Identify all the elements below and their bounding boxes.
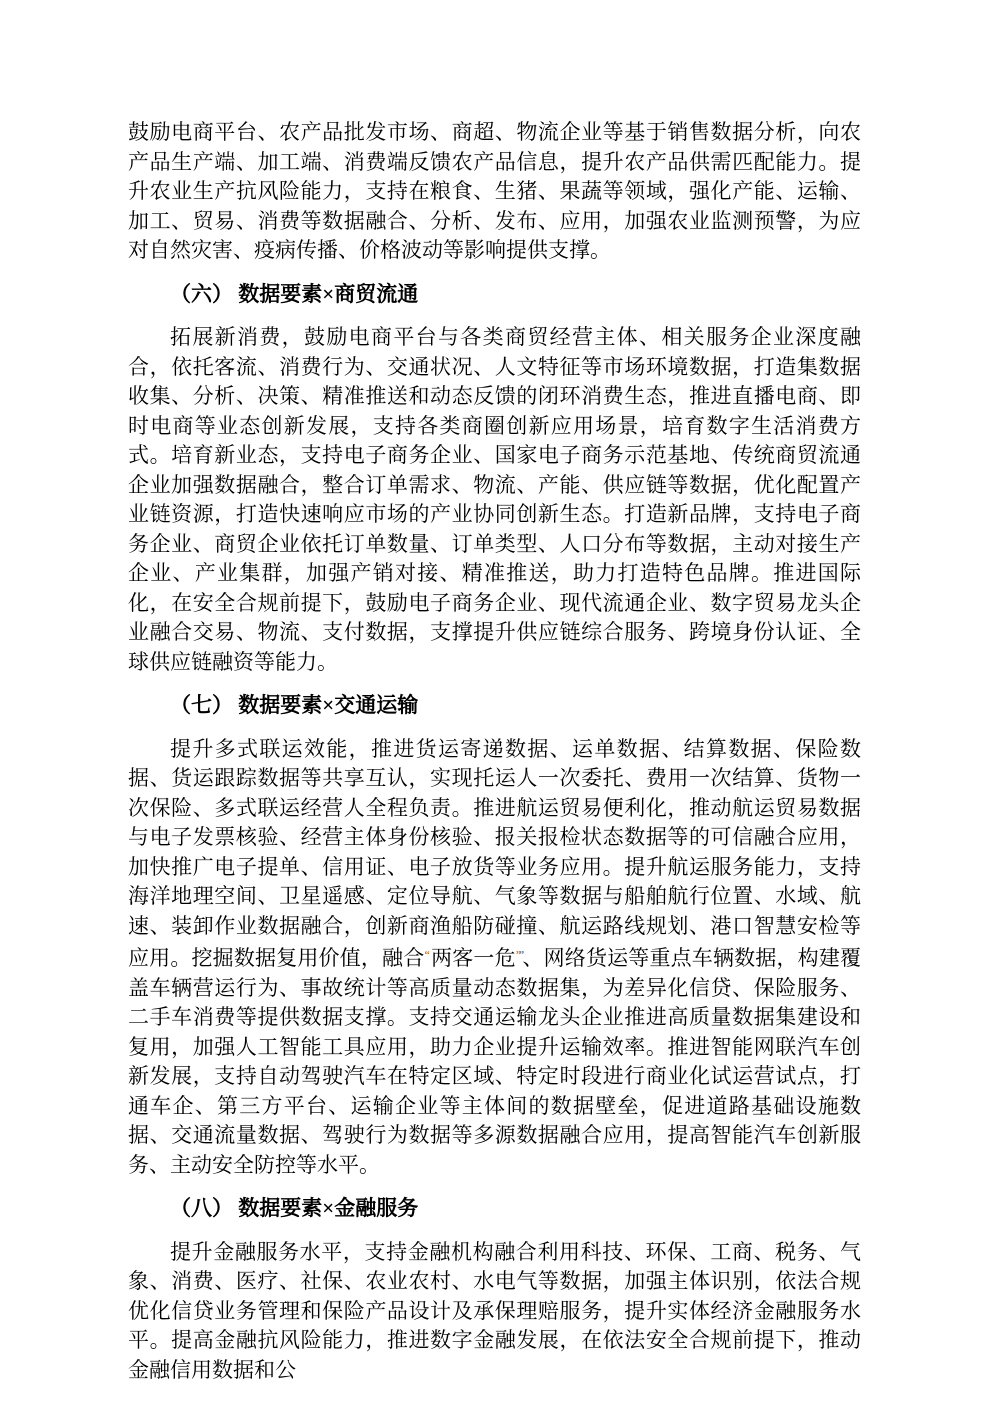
transport-text-before-quote: 提升多式联运效能，推进货运寄递数据、运单数据、结算数据、保险数据、货运跟踪数据等共享互认，实现托运人一次委托、费用一次结算、货物一次保险、多式联运经营人全程负责。推进航运贸易便利化，推动航运贸易数据与电子发票核验、经营主体身份核验、报关报检状态数据等的可信融合应用，加快推广电子提单、信用证、电子放货等业务应用。提升航运服务能力，支持海洋地理空间、卫星遥感、定位导航、气象等数据与船舶航行位置、水域、航速、装卸作业数据融合，创新商渔船防碰撞、航运路线规划、港口智慧安检等应用。挖掘数据复用价值，融合 (128, 736, 861, 970)
document-content (128, 118, 861, 1385)
transport-text-after-quote: 、网络货运等重点车辆数据，构建覆盖车辆营运行为、事故统计等高质量动态数据集，为差异化信贷、保险服务、二手车消费等提供数据支撑。支持交通运输龙头企业推进高质量数据集建设和复用，加强人工智能工具应用，助力企业提升运输效率。推进智能网联汽车创新发展，支持自动驾驶汽车在特定区域、特定时段进行商业化试运营试点，打通车企、第三方平台、运输企业等主体间的数据壁垒，促进道路基础设施数据、交通流量数据、驾驶行为数据等多源数据融合应用，提高智能汽车创新服务、主动安全防控等水平。 (128, 946, 862, 1177)
heading-section-7-transport: （七） 数据要素×交通运输 (170, 693, 419, 717)
quoted-term-liangke-yiwei: 两客一危 (430, 946, 516, 970)
paragraph-transport (128, 735, 861, 1181)
heading-section-6-commerce: （六） 数据要素×商贸流通 (170, 281, 419, 306)
close-quote-mark: ” (515, 949, 523, 961)
paragraph-finance: 提升金融服务水平，支持金融机构融合利用科技、环保、工商、税务、气象、消费、医疗、社保、农业农村、水电气等数据，加强主体识别，依法合规优化信贷业务管理和保险产品设计及承保理赔服务，提升实体经济金融服务水平。提高金融抗风险能力，推进数字金融发展，在依法安全合规前提下，推动金融信用数据和公 (128, 1239, 861, 1382)
paragraph-commerce-circulation: 拓展新消费，鼓励电商平台与各类商贸经营主体、相关服务企业深度融合，依托客流、消费行为、交通状况、人文特征等市场环境数据，打造集数据收集、分析、决策、精准推送和动态反馈的闭环消费生态，推进直播电商、即时电商等业态创新发展，支持各类商圈创新应用场景，培育数字生活消费方式。培育新业态，支持电子商务企业、国家电子商务示范基地、传统商贸流通企业加强数据融合，整合订单需求、物流、产能、供应链等数据，优化配置产业链资源，打造快速响应市场的产业协同创新生态。打造新品牌，支持电子商务企业、商贸企业依托订单数量、订单类型、人口分布等数据，主动对接生产企业、产业集群，加强产销对接、精准推送，助力打造特色品牌。推进国际化，在安全合规前提下，鼓励电子商务企业、现代流通企业、数字贸易龙头企业融合交易、物流、支付数据，支撑提升供应链综合服务、跨境身份认证、全球供应链融资等能力。 (128, 325, 861, 674)
open-quote-mark: “ (424, 949, 431, 961)
heading-section-8-finance: （八） 数据要素×金融服务 (170, 1196, 419, 1220)
paragraph-agriculture-continuation: 鼓励电商平台、农产品批发市场、商超、物流企业等基于销售数据分析，向农产品生产端、加工端、消费端反馈农产品信息，提升农产品供需匹配能力。提升农业生产抗风险能力，支持在粮食、生猪、果蔬等领域，强化产能、运输、加工、贸易、消费等数据融合、分析、发布、应用，加强农业监测预警，为应对自然灾害、疫病传播、价格波动等影响提供支撑。 (128, 120, 861, 262)
